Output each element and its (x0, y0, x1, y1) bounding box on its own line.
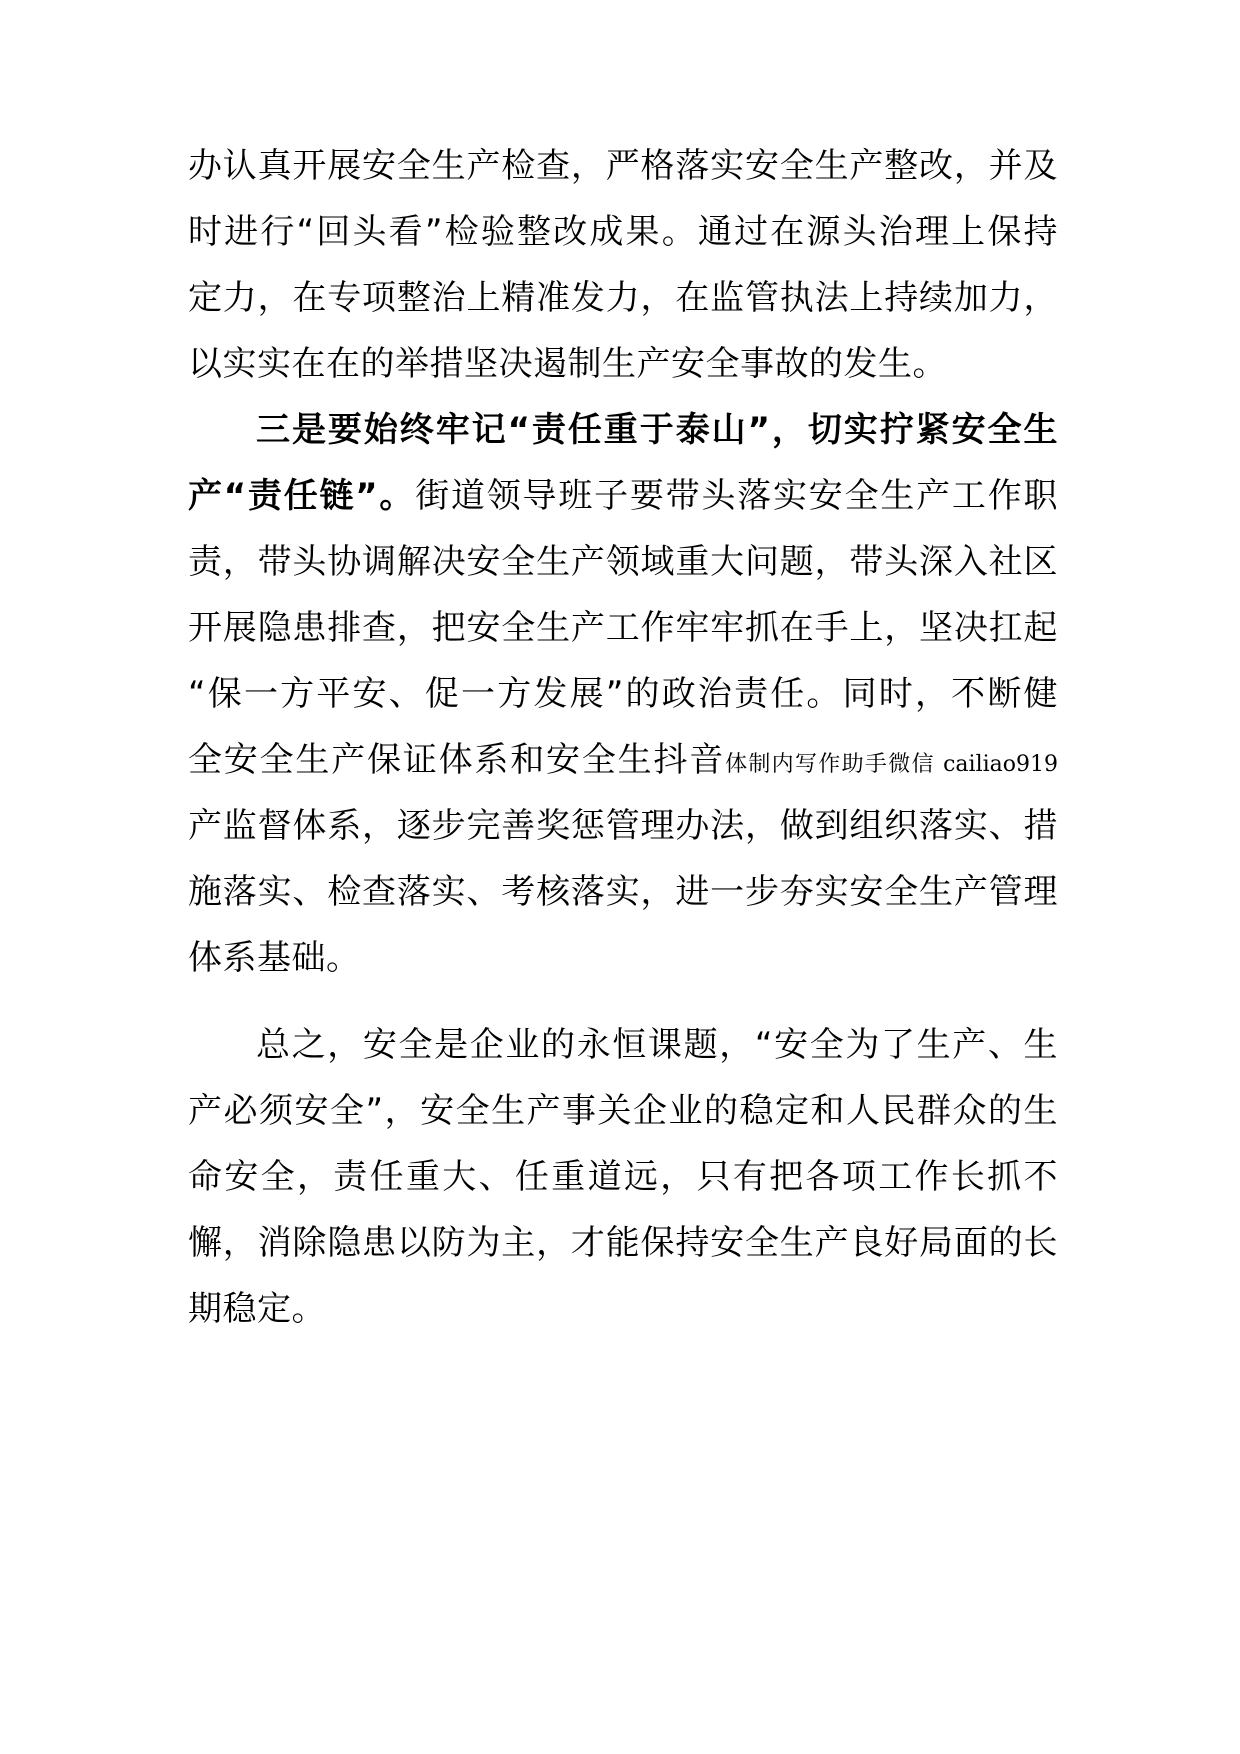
paragraph-1-line-3: 定力，在专项整治上精准发力，在监管执法上持续加力， (188, 278, 1058, 318)
paragraph-1-line-4: 以实实在在的举措坚决遏制生产安全事故的发生。 (188, 344, 947, 384)
paragraph-2-line-8: 施落实、检查落实、考核落实，进一步夯实安全生产管理 (188, 872, 1058, 912)
paragraph-3-line-5: 期稳定。 (188, 1289, 326, 1329)
paragraph-2-heading-line-1: 三是要始终牢记“责任重于泰山”，切实拧紧安全生 (256, 410, 1058, 450)
paragraph-1-line-1: 办认真开展安全生产检查，严格落实安全生产整改，并及 (188, 146, 1058, 186)
paragraph-2-heading-tail: 产“责任链”。 (188, 476, 416, 516)
paragraph-3-line-3: 命安全，责任重大、任重道远，只有把各项工作长抓不 (188, 1157, 1058, 1197)
paragraph-3-line-4: 懈，消除隐患以防为主，才能保持安全生产良好局面的长 (188, 1223, 1058, 1263)
paragraph-2-line-5: “保一方平安、促一方发展”的政治责任。同时，不断健 (188, 674, 1058, 714)
paragraph-2-line-6-text: 全安全生产保证体系和安全生抖音 (188, 740, 726, 780)
paragraph-2-line-4: 开展隐患排查，把安全生产工作牢牢抓在手上，坚决扛起 (188, 608, 1058, 648)
paragraph-3-line-1: 总之，安全是企业的永恒课题，“安全为了生产、生 (256, 1025, 1058, 1065)
paragraph-2-line-7: 产监督体系，逐步完善奖惩管理办法，做到组织落实、措 (188, 806, 1058, 846)
paragraph-2-line-3: 责，带头协调解决安全生产领域重大问题，带头深入社区 (188, 542, 1058, 582)
watermark-text: 体制内写作助手微信 cailiao919 (725, 752, 1058, 777)
paragraph-2-line-9: 体系基础。 (188, 938, 361, 978)
paragraph-2-line-2 (188, 463, 1058, 529)
paragraph-3-line-2: 产必须安全”，安全生产事关企业的稳定和人民群众的生 (188, 1091, 1058, 1131)
paragraph-1-line-2: 时进行“回头看”检验整改成果。通过在源头治理上保持 (188, 212, 1058, 252)
paragraph-2-line-2-text: 街道领导班子要带头落实安全生产工作职 (415, 476, 1058, 516)
paragraph-2-line-6 (188, 727, 1058, 793)
